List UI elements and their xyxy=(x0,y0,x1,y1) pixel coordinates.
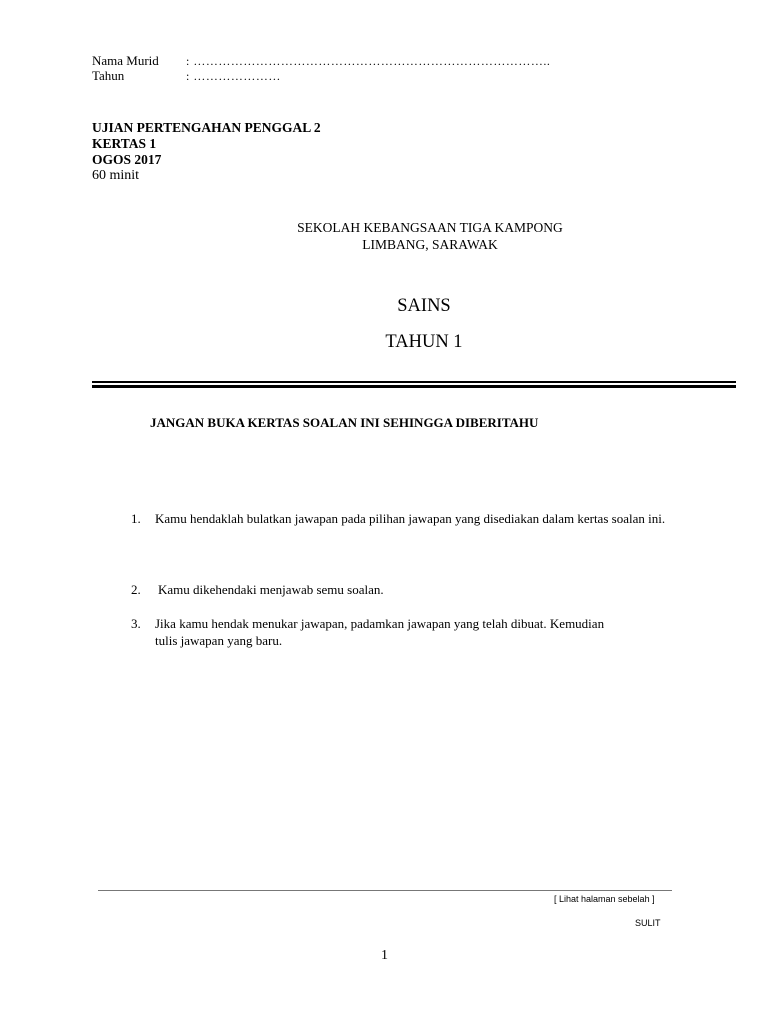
year-field: : ………………… xyxy=(186,69,281,83)
exam-date: OGOS 2017 xyxy=(92,152,162,167)
footer-divider xyxy=(98,890,672,891)
subject-name: SAINS xyxy=(397,296,451,316)
student-name-field: : ………………………………………………………………………….. xyxy=(186,54,551,68)
instruction-number: 3. xyxy=(131,616,141,631)
instruction-item xyxy=(131,581,691,601)
instruction-number: 1. xyxy=(131,511,141,526)
school-location: LIMBANG, SARAWAK xyxy=(362,237,498,252)
exam-title: UJIAN PERTENGAHAN PENGGAL 2 xyxy=(92,120,321,135)
year-label: Tahun xyxy=(92,68,125,83)
instruction-item xyxy=(131,615,691,655)
page-number: 1 xyxy=(381,948,388,963)
student-name-label: Nama Murid xyxy=(92,53,159,68)
divider-top xyxy=(92,381,736,383)
warning-notice: JANGAN BUKA KERTAS SOALAN INI SEHINGGA DIBERITAHU xyxy=(150,415,539,430)
exam-duration: 60 minit xyxy=(92,168,140,183)
next-page-note: [ Lihat halaman sebelah ] xyxy=(554,894,655,904)
classification-label: SULIT xyxy=(635,918,661,928)
divider-bottom xyxy=(92,385,736,388)
instruction-item xyxy=(131,510,691,550)
instruction-text: Kamu dikehendaki menjawab semu soalan. xyxy=(158,582,384,597)
instruction-text: Kamu hendaklah bulatkan jawapan pada pilihan jawapan yang disediakan dalam kertas soalan ini. xyxy=(155,511,666,526)
subject-level: TAHUN 1 xyxy=(385,332,463,352)
school-name: SEKOLAH KEBANGSAAN TIGA KAMPONG xyxy=(297,220,563,235)
instruction-number: 2. xyxy=(131,582,141,597)
instruction-text: Jika kamu hendak menukar jawapan, padamkan jawapan yang telah dibuat. Kemudian tulis jawapan yang baru. xyxy=(155,616,605,648)
exam-paper: KERTAS 1 xyxy=(92,136,157,151)
